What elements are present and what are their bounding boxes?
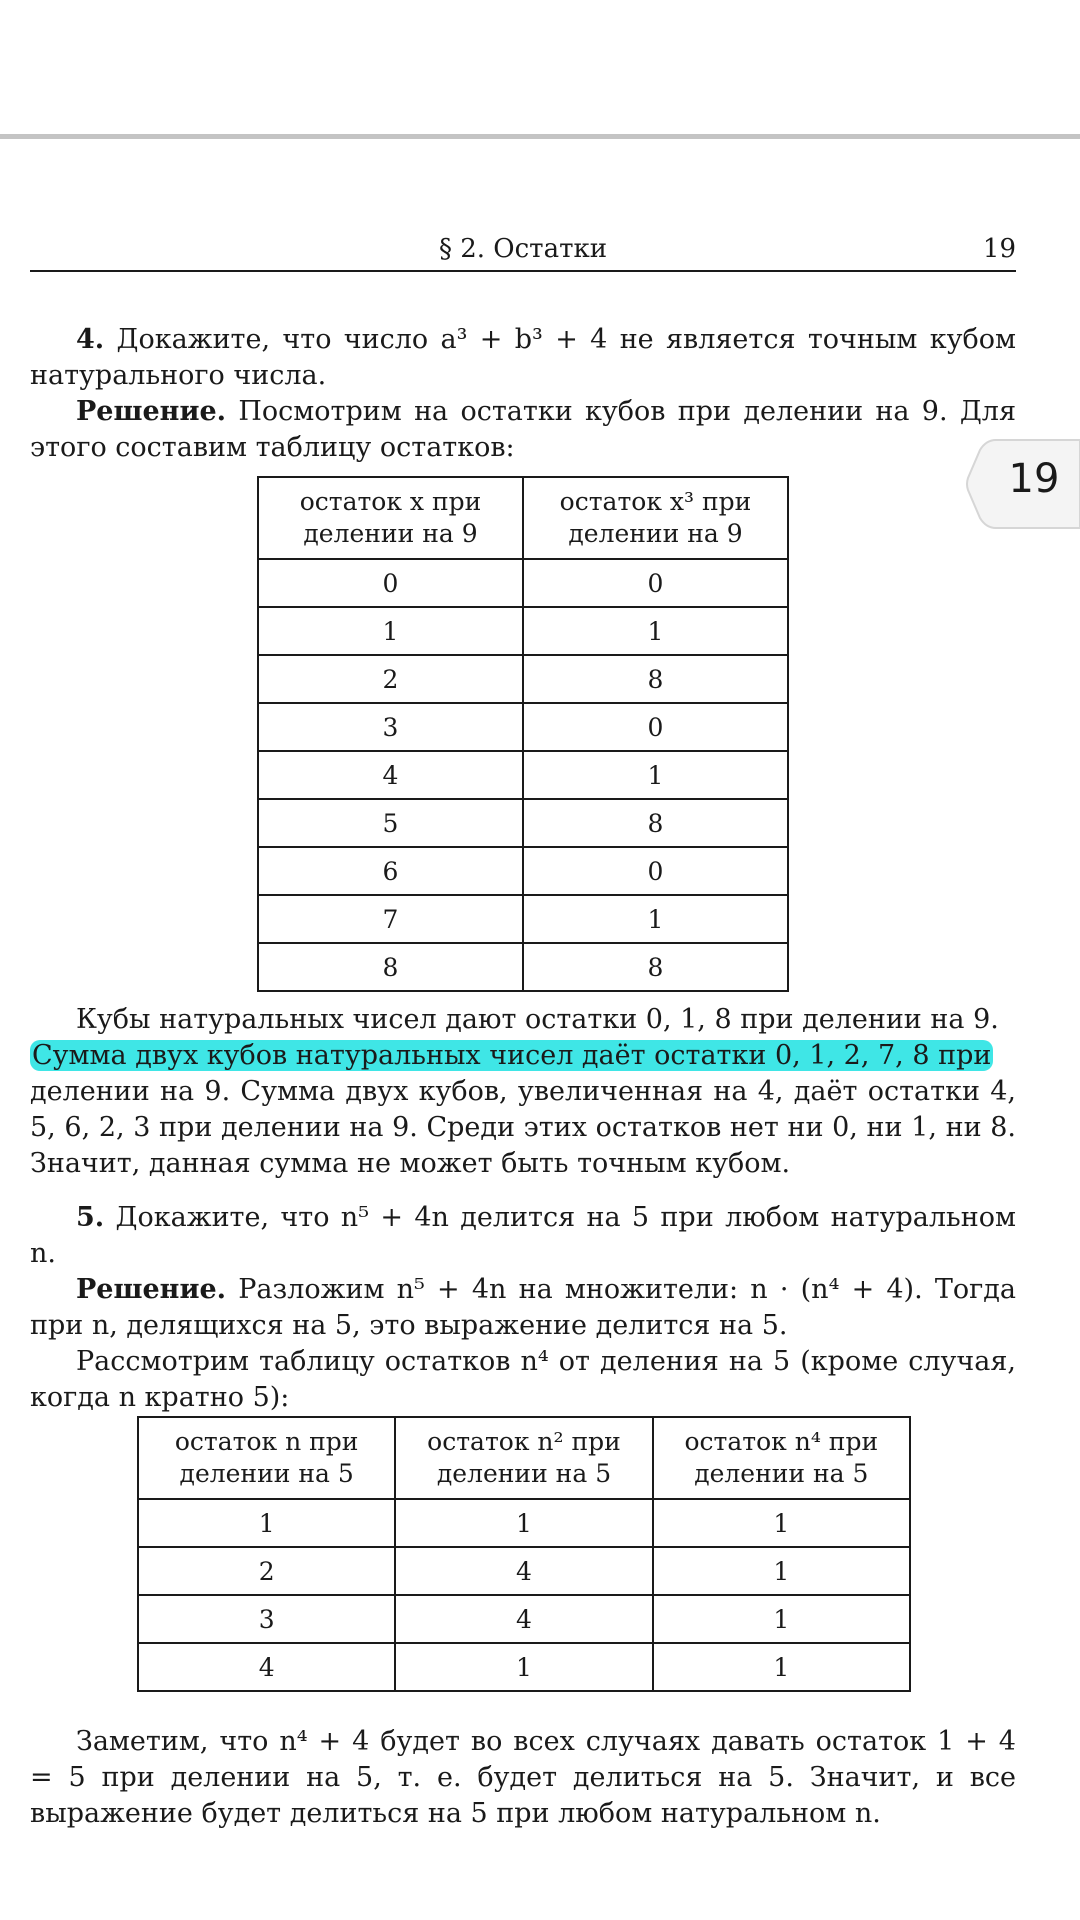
table-row xyxy=(258,751,788,799)
page-header xyxy=(30,230,1016,272)
table-row xyxy=(138,1643,910,1691)
table-row xyxy=(258,559,788,607)
table-cell: 0 xyxy=(258,559,523,607)
table-cell: 4 xyxy=(395,1547,652,1595)
solution-text: Разложим n⁵ + 4n на множители: n · (n⁴ + 4). Тогда при n, делящихся на 5, это выражение делится на 5. xyxy=(30,1274,1016,1341)
problem-4-text xyxy=(30,322,1016,394)
table-cell: 3 xyxy=(138,1595,395,1643)
table-cell: 8 xyxy=(523,655,788,703)
table-cell: 8 xyxy=(258,943,523,991)
table-cell: 1 xyxy=(138,1499,395,1547)
table-row xyxy=(258,895,788,943)
solution-label: Решение. xyxy=(76,1274,227,1305)
page-indicator-label: 19 xyxy=(1008,456,1060,502)
table-cell: 1 xyxy=(653,1547,910,1595)
table-cell: 1 xyxy=(653,1499,910,1547)
cubes-remainder-table xyxy=(257,476,789,992)
table-header-cell: остаток n при делении на 5 xyxy=(138,1417,395,1499)
solution-label: Решение. xyxy=(76,396,227,427)
table-cell: 7 xyxy=(258,895,523,943)
table-row xyxy=(258,655,788,703)
table-cell: 1 xyxy=(523,607,788,655)
problem-5-solution xyxy=(30,1272,1016,1344)
table-cell: 1 xyxy=(523,895,788,943)
table-row xyxy=(138,1547,910,1595)
table-header-cell: остаток n⁴ при делении на 5 xyxy=(653,1417,910,1499)
table-cell: 0 xyxy=(523,847,788,895)
problem-4-number: 4. xyxy=(76,324,105,355)
problem-5-final xyxy=(30,1724,1016,1832)
problem-5 xyxy=(30,1200,1016,1416)
problem-5-statement: Докажите, что n⁵ + 4n делится на 5 при любом натуральном n. xyxy=(30,1202,1016,1269)
highlighted-text[interactable]: Сумма двух кубов натуральных чисел даёт остатки 0, 1, 2, 7, 8 при xyxy=(32,1040,992,1071)
problem-4-statement: Докажите, что число a³ + b³ + 4 не является точным кубом натурального числа. xyxy=(30,324,1016,391)
table-cell: 1 xyxy=(258,607,523,655)
table-cell: 4 xyxy=(138,1643,395,1691)
table-cell: 1 xyxy=(523,751,788,799)
table-header-row xyxy=(258,477,788,559)
powers-remainder-table xyxy=(137,1416,911,1692)
table-cell: 1 xyxy=(395,1499,652,1547)
table-cell: 1 xyxy=(395,1643,652,1691)
problem-4 xyxy=(30,322,1016,466)
table-cell: 8 xyxy=(523,799,788,847)
table-cell: 4 xyxy=(395,1595,652,1643)
table-cell: 4 xyxy=(258,751,523,799)
table-row xyxy=(258,943,788,991)
table-row xyxy=(258,607,788,655)
table-cell: 2 xyxy=(138,1547,395,1595)
problem-5-text xyxy=(30,1200,1016,1272)
conclusion-highlight-line xyxy=(30,1038,1016,1074)
solution-text: Посмотрим на остатки кубов при делении на 9. Для этого составим таблицу остатков: xyxy=(30,396,1016,463)
table-cell: 0 xyxy=(523,703,788,751)
table-header-cell: остаток x при делении на 9 xyxy=(258,477,523,559)
table-header-row xyxy=(138,1417,910,1499)
table-header-cell: остаток n² при делении на 5 xyxy=(395,1417,652,1499)
table-row xyxy=(258,703,788,751)
top-divider xyxy=(0,134,1080,139)
table-cell: 1 xyxy=(653,1595,910,1643)
table-cell: 5 xyxy=(258,799,523,847)
problem-5-para: Рассмотрим таблицу остатков n⁴ от деления на 5 (кроме случая, когда n кратно 5): xyxy=(30,1346,1016,1413)
table-row xyxy=(258,799,788,847)
table-row xyxy=(258,847,788,895)
table-cell: 6 xyxy=(258,847,523,895)
table-cell: 3 xyxy=(258,703,523,751)
table-row xyxy=(138,1499,910,1547)
problem-4-solution xyxy=(30,394,1016,466)
conclusion-line-1: Кубы натуральных чисел дают остатки 0, 1, 8 при делении на 9. xyxy=(76,1004,999,1035)
final-paragraph: Заметим, что n⁴ + 4 будет во всех случаях давать остаток 1 + 4 = 5 при делении на 5, т. е. будет делиться на 5. Значит, и все выражение будет делиться на 5 при любом натуральном n. xyxy=(30,1726,1016,1829)
problem-4-conclusion xyxy=(30,1002,1016,1182)
table-cell: 8 xyxy=(523,943,788,991)
section-title: § 2. Остатки xyxy=(438,234,608,264)
table-row xyxy=(138,1595,910,1643)
table-cell: 2 xyxy=(258,655,523,703)
conclusion-line-2: делении на 9. Сумма двух кубов, увеличенная на 4, даёт остатки 4, 5, 6, 2, 3 при делении на 9. Среди этих остатков нет ни 0, ни 1, ни 8. Значит, данная сумма не может быть точным кубом. xyxy=(30,1076,1016,1179)
table-cell: 0 xyxy=(523,559,788,607)
page-number: 19 xyxy=(982,234,1016,264)
table-cell: 1 xyxy=(653,1643,910,1691)
problem-5-number: 5. xyxy=(76,1202,105,1233)
table-header-cell: остаток x³ при делении на 9 xyxy=(523,477,788,559)
